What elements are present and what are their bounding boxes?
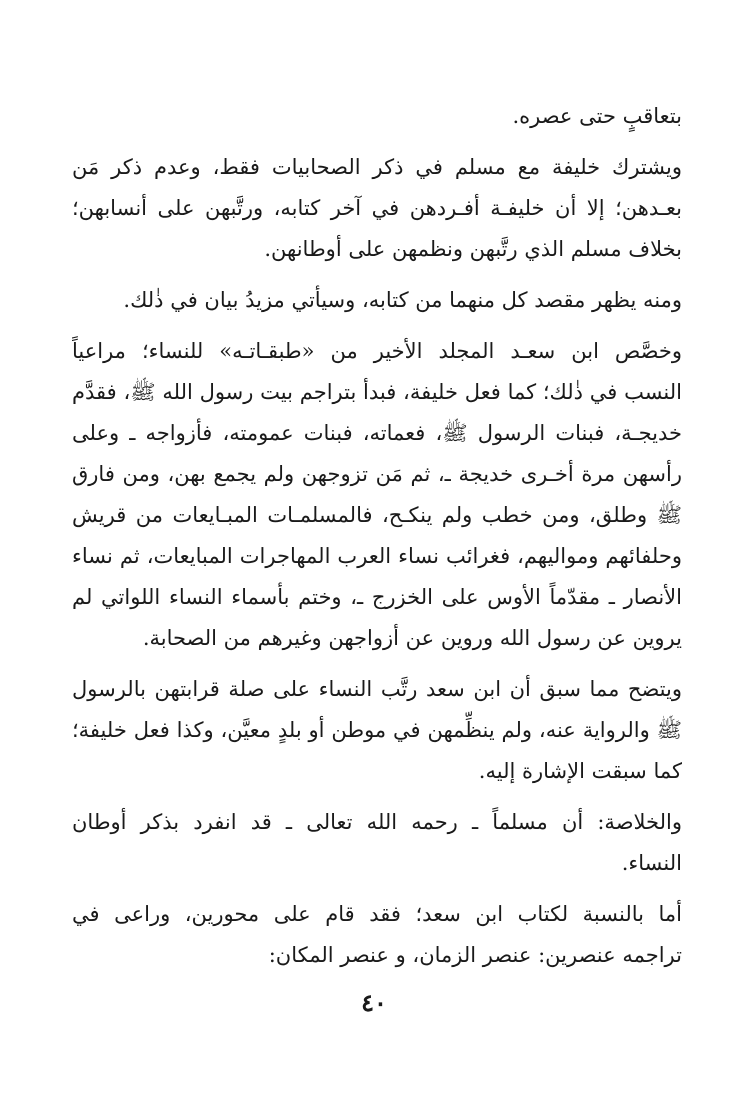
- page-number: ٤٠: [361, 988, 387, 1017]
- text-line: بتعاقبٍ حتى عصره.: [512, 104, 682, 128]
- text-line: النساء.: [621, 851, 682, 875]
- text-line: أما بالنسبة لكتاب ابن سعد؛ فقد قام على محورين، وراعى في: [72, 902, 682, 926]
- text-line: ويتضح مما سبق أن ابن سعد رتَّب النساء على صلة قرابتهن بالرسول: [72, 677, 682, 701]
- text-line: رأسهن مرة أخـرى خديجة ـ، ثم مَن تزوجهن ولم يجمع بهن، ومن فارق: [72, 462, 682, 486]
- text-line: وخصَّص ابن سعـد المجلد الأخير من «طبقـاتـه» للنساء؛ مراعياً: [72, 339, 682, 363]
- text-line: وحلفائهم ومواليهم، فغرائب نساء العرب المهاجرات المبايعات، ثم نساء: [72, 544, 682, 568]
- text-line: النسب في ذٰلك؛ كما فعل خليفة، فبدأ بتراجم بيت رسول الله ﷺ، فقدَّم: [72, 380, 682, 404]
- text-line: ويشترك خليفة مع مسلم في ذكر الصحابيات فقط، وعدم ذكر مَن: [72, 155, 682, 179]
- text-line: خديجـة، فبنات الرسول ﷺ، فعماته، فبنات عمومته، فأزواجه ـ وعلى: [72, 421, 682, 445]
- text-line: الأنصار ـ مقدّماً الأوس على الخزرج ـ، وختم بأسماء النساء اللواتي لم: [72, 585, 682, 609]
- text-line: والخلاصة: أن مسلماً ـ رحمه الله تعالى ـ قد انفرد بذكر أوطان: [72, 810, 682, 834]
- text-line: ﷺ والرواية عنه، ولم ينظِّمهن في موطن أو بلدٍ معيَّن، وكذا فعل خليفة؛: [72, 718, 682, 742]
- body-text: [72, 96, 682, 976]
- text-line: ومنه يظهر مقصد كل منهما من كتابه، وسيأتي مزيدُ بيان في ذٰلك.: [123, 288, 682, 312]
- text-line: بخلاف مسلم الذي رتَّبهن ونظمهن على أوطانهن.: [264, 237, 682, 261]
- text-line: تراجمه عنصرين: عنصر الزمان، و عنصر المكان:: [268, 943, 682, 967]
- text-line: كما سبقت الإشارة إليه.: [478, 759, 682, 783]
- text-line: ﷺ وطلق، ومن خطب ولم ينكـح، فالمسلمـات المبـايعات من قريش: [72, 503, 682, 527]
- text-line: يروين عن رسول الله وروين عن أزواجهن وغيرهم من الصحابة.: [142, 626, 682, 650]
- text-line: بعـدهن؛ إلا أن خليفـة أفـردهن في آخر كتابه، ورتَّبهن على أنسابهن؛: [72, 196, 682, 220]
